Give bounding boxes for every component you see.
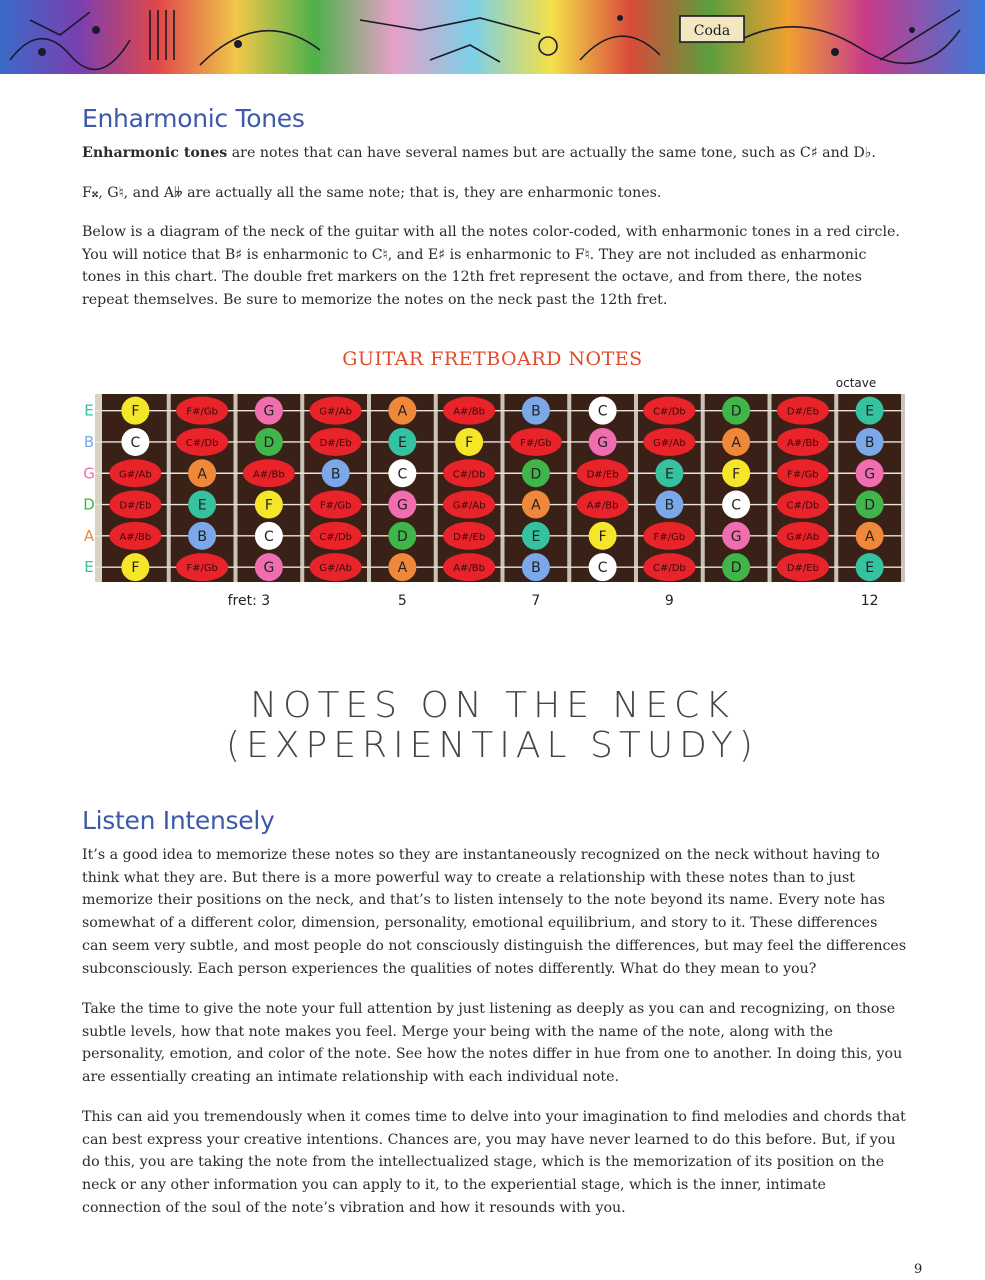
note-name: E [664,466,674,483]
note-marker [856,459,884,487]
octave-label: octave [835,376,877,390]
paragraph-listen-3: This can aid you tremendously when it comes time to delve into your imagination to find melodies and chords that can best express your creative intentions. Chances are, you may have never learned to do this before. But, if you do this, you are taking the note from the intellectualized stage, which is the memorization of its position on the neck or any other information you can apply to it, to the experiential stage, which is the inner, intimate connection of the soul of the note’s vibration and how it resounds with you. [82,1109,906,1216]
note-marker [310,553,362,581]
note-name: D [396,528,408,545]
note-name: E [531,528,541,545]
note-name: F [131,560,140,577]
note-marker [777,522,829,550]
chapter-title [0,686,985,766]
note-marker [255,553,283,581]
note-marker [310,491,362,519]
fret-wire [901,394,905,582]
note-name: G#/Ab [452,500,486,512]
note-marker [589,553,617,581]
note-name: G [730,528,742,545]
note-marker [188,491,216,519]
note-name: C#/Db [652,563,686,575]
note-marker [643,522,695,550]
note-marker [722,397,750,425]
note-marker [109,459,161,487]
note-name: D#/Eb [786,563,819,575]
note-name: F#/Gb [186,563,218,575]
note-name: F [598,528,607,545]
note-name: A [197,466,207,483]
note-name: C#/Db [786,500,820,512]
note-marker [856,491,884,519]
note-name: E [197,497,207,514]
note-name: F#/Gb [653,531,686,543]
note-marker [856,397,884,425]
coda-label: Coda [693,23,731,39]
paragraph-fretboard-description: Below is a diagram of the neck of the guitar with all the notes color-coded, with enharmonic tones in a red circle. You will notice that B♯ is enharmonic to C♮, and E♯ is enharmonic to F♮. They are not included as enharmonic tones in this chart. The double fret markers on the 12th fret represent the octave, and from there, the notes repeat themselves. Be sure to memorize the notes on the neck past the 12th fret. [82,224,900,309]
note-marker [255,491,283,519]
note-marker [455,428,483,456]
note-marker [109,522,161,550]
note-marker [522,522,550,550]
paragraph-enharmonic-definition [82,142,907,165]
note-marker [388,459,416,487]
note-marker [322,459,350,487]
note-marker [310,397,362,425]
note-name: A#/Bb [252,469,285,481]
fret-number: 7 [531,593,541,609]
note-marker [589,397,617,425]
note-marker [176,553,228,581]
note-name: E [865,403,875,420]
note-name: C#/Db [185,437,219,449]
note-name: F [732,466,741,483]
note-name: C#/Db [452,469,486,481]
note-name: A [531,497,541,514]
note-name: A#/Bb [586,500,619,512]
string-label: G [83,464,95,483]
note-name: G#/Ab [319,563,352,575]
paragraph-listen-2: Take the time to give the note your full attention by just listening as deeply as you can and recognizing, on those subtle levels, how that note makes you feel. Merge your being with the name of the note, along with the personality, emotion, and color of the note. See how the notes differ in hue from one to another. In doing this, you are essentially creating an intimate relationship with each individual note. [82,1001,903,1086]
note-marker [522,397,550,425]
fret-number: 12 [860,593,879,609]
note-name: D#/Eb [119,500,152,512]
note-name: C [597,403,608,420]
note-marker [176,428,228,456]
note-marker [388,397,416,425]
note-marker [443,459,495,487]
fret-wire [434,394,438,582]
note-marker [643,553,695,581]
note-marker [522,491,550,519]
note-marker [589,522,617,550]
note-marker [176,397,228,425]
note-name: B [531,560,541,577]
string-label: B [83,432,95,451]
note-name: C [130,434,141,451]
note-name: D#/Eb [786,406,819,418]
note-name: G#/Ab [119,469,152,481]
definition-text: are notes that can have several names but are actually the same tone, such as C♯ and D♭. [227,145,876,161]
note-marker [577,459,629,487]
note-marker [777,397,829,425]
note-marker [243,459,295,487]
note-marker [856,428,884,456]
note-name: F [465,434,474,451]
fret-wire [300,394,304,582]
note-marker [722,428,750,456]
note-marker [188,522,216,550]
note-name: G [396,497,408,514]
note-marker [255,397,283,425]
note-name: G#/Ab [786,531,820,543]
note-name: B [197,528,207,545]
note-name: A#/Bb [453,406,486,418]
note-marker [722,491,750,519]
fret-number: 9 [664,593,674,609]
note-name: G [263,403,275,420]
note-name: A [731,434,741,451]
note-name: C [397,466,408,483]
note-name: D [530,466,542,483]
note-name: E [865,560,875,577]
page-number: 9 [914,1262,923,1277]
note-name: B [330,466,341,483]
note-marker [109,491,161,519]
section-heading-enharmonic: Enharmonic Tones [82,104,305,133]
chapter-title-line1: NOTES ON THE NECK [250,685,735,726]
note-marker [255,522,283,550]
fret-wire [634,394,638,582]
note-name: A#/Bb [786,437,819,449]
note-name: A#/Bb [119,531,152,543]
fretboard-nut [95,394,102,582]
fretboard-diagram [70,372,910,622]
note-name: G [597,434,609,451]
note-name: G#/Ab [319,406,352,418]
note-marker [777,459,829,487]
note-name: G [263,560,275,577]
note-marker [777,428,829,456]
note-marker [777,491,829,519]
note-marker [388,522,416,550]
note-marker [388,428,416,456]
note-name: G#/Ab [653,437,686,449]
note-name: F#/Gb [520,437,552,449]
note-marker [777,553,829,581]
note-marker [643,397,695,425]
string-label: E [84,401,94,420]
note-name: B [531,403,541,420]
note-marker [522,553,550,581]
paragraph-listen-1: It’s a good idea to memorize these notes so they are instantaneously recognized on the neck without having to think what they are. But there is a more powerful way to create a relationship with these notes than to just memorize their positions on the neck, and that’s to listen intensely to the note beyond its name. Every note has somewhat of a different color, dimension, personality, emotional equilibrium, and story to it. These differences can seem very subtle, and most people do not consciously distinguish the differences, but may feel the differences subconsciously. Each person experiences the qualities of notes differently. What do they mean to you? [82,847,907,977]
fret-wire [501,394,505,582]
note-marker [121,428,149,456]
string-label: D [83,495,95,514]
note-marker [310,428,362,456]
fret-wire [567,394,571,582]
note-name: A [397,560,408,577]
section-heading-listen: Listen Intensely [82,806,275,835]
fret-wire [234,394,238,582]
note-name: F#/Gb [319,500,352,512]
fret-wire [367,394,371,582]
note-name: B [664,497,675,514]
note-name: C [731,497,742,514]
note-marker [722,459,750,487]
banner-doodles [0,0,985,74]
note-marker [722,522,750,550]
chapter-title-line2: (EXPERIENTIAL STUDY) [226,725,759,766]
fret-wire [834,394,838,582]
string-label: A [83,526,95,545]
note-marker [443,397,495,425]
note-name: G [864,466,876,483]
note-name: D#/Eb [319,437,352,449]
note-marker [655,459,683,487]
note-marker [589,428,617,456]
note-marker [655,491,683,519]
note-name: B [864,434,875,451]
fret-number: 5 [397,593,407,609]
note-marker [310,522,362,550]
note-name: C [597,560,608,577]
note-marker [188,459,216,487]
note-marker [388,491,416,519]
note-marker [443,553,495,581]
note-name: F#/Gb [787,469,819,481]
fret-wire [768,394,772,582]
note-marker [522,459,550,487]
decorative-banner [0,0,985,74]
note-name: F [264,497,273,514]
string-labels [83,402,95,577]
note-name: A [397,403,408,420]
fret-number-labels [228,593,879,609]
note-marker [856,553,884,581]
note-marker [443,491,495,519]
note-name: E [397,434,407,451]
note-name: A [864,528,875,545]
note-name: F#/Gb [186,406,218,418]
note-name: C [263,528,274,545]
note-name: C#/Db [652,406,686,418]
note-name: D [864,497,876,514]
paragraph-enharmonic-example: F𝄪, G♮, and A𝄫 are actually all the same note; that is, they are enharmonic tones. [82,185,662,201]
fret-number: fret: 3 [227,593,271,609]
note-marker [121,553,149,581]
note-marker [443,522,495,550]
note-marker [510,428,562,456]
note-name: C#/Db [319,531,353,543]
note-name: D [263,434,275,451]
note-name: D [730,560,742,577]
fretboard-title: GUITAR FRETBOARD NOTES [342,348,643,370]
note-name: D [730,403,742,420]
note-name: F [131,403,140,420]
fret-wire [167,394,171,582]
note-marker [388,553,416,581]
note-name: A#/Bb [453,563,486,575]
string-label: E [84,558,94,577]
note-marker [643,428,695,456]
note-marker [255,428,283,456]
note-name: D#/Eb [453,531,486,543]
fret-wire [701,394,705,582]
note-marker [856,522,884,550]
note-marker [577,491,629,519]
bold-term: Enharmonic tones [82,145,228,161]
note-name: D#/Eb [586,469,619,481]
note-marker [121,397,149,425]
note-marker [722,553,750,581]
